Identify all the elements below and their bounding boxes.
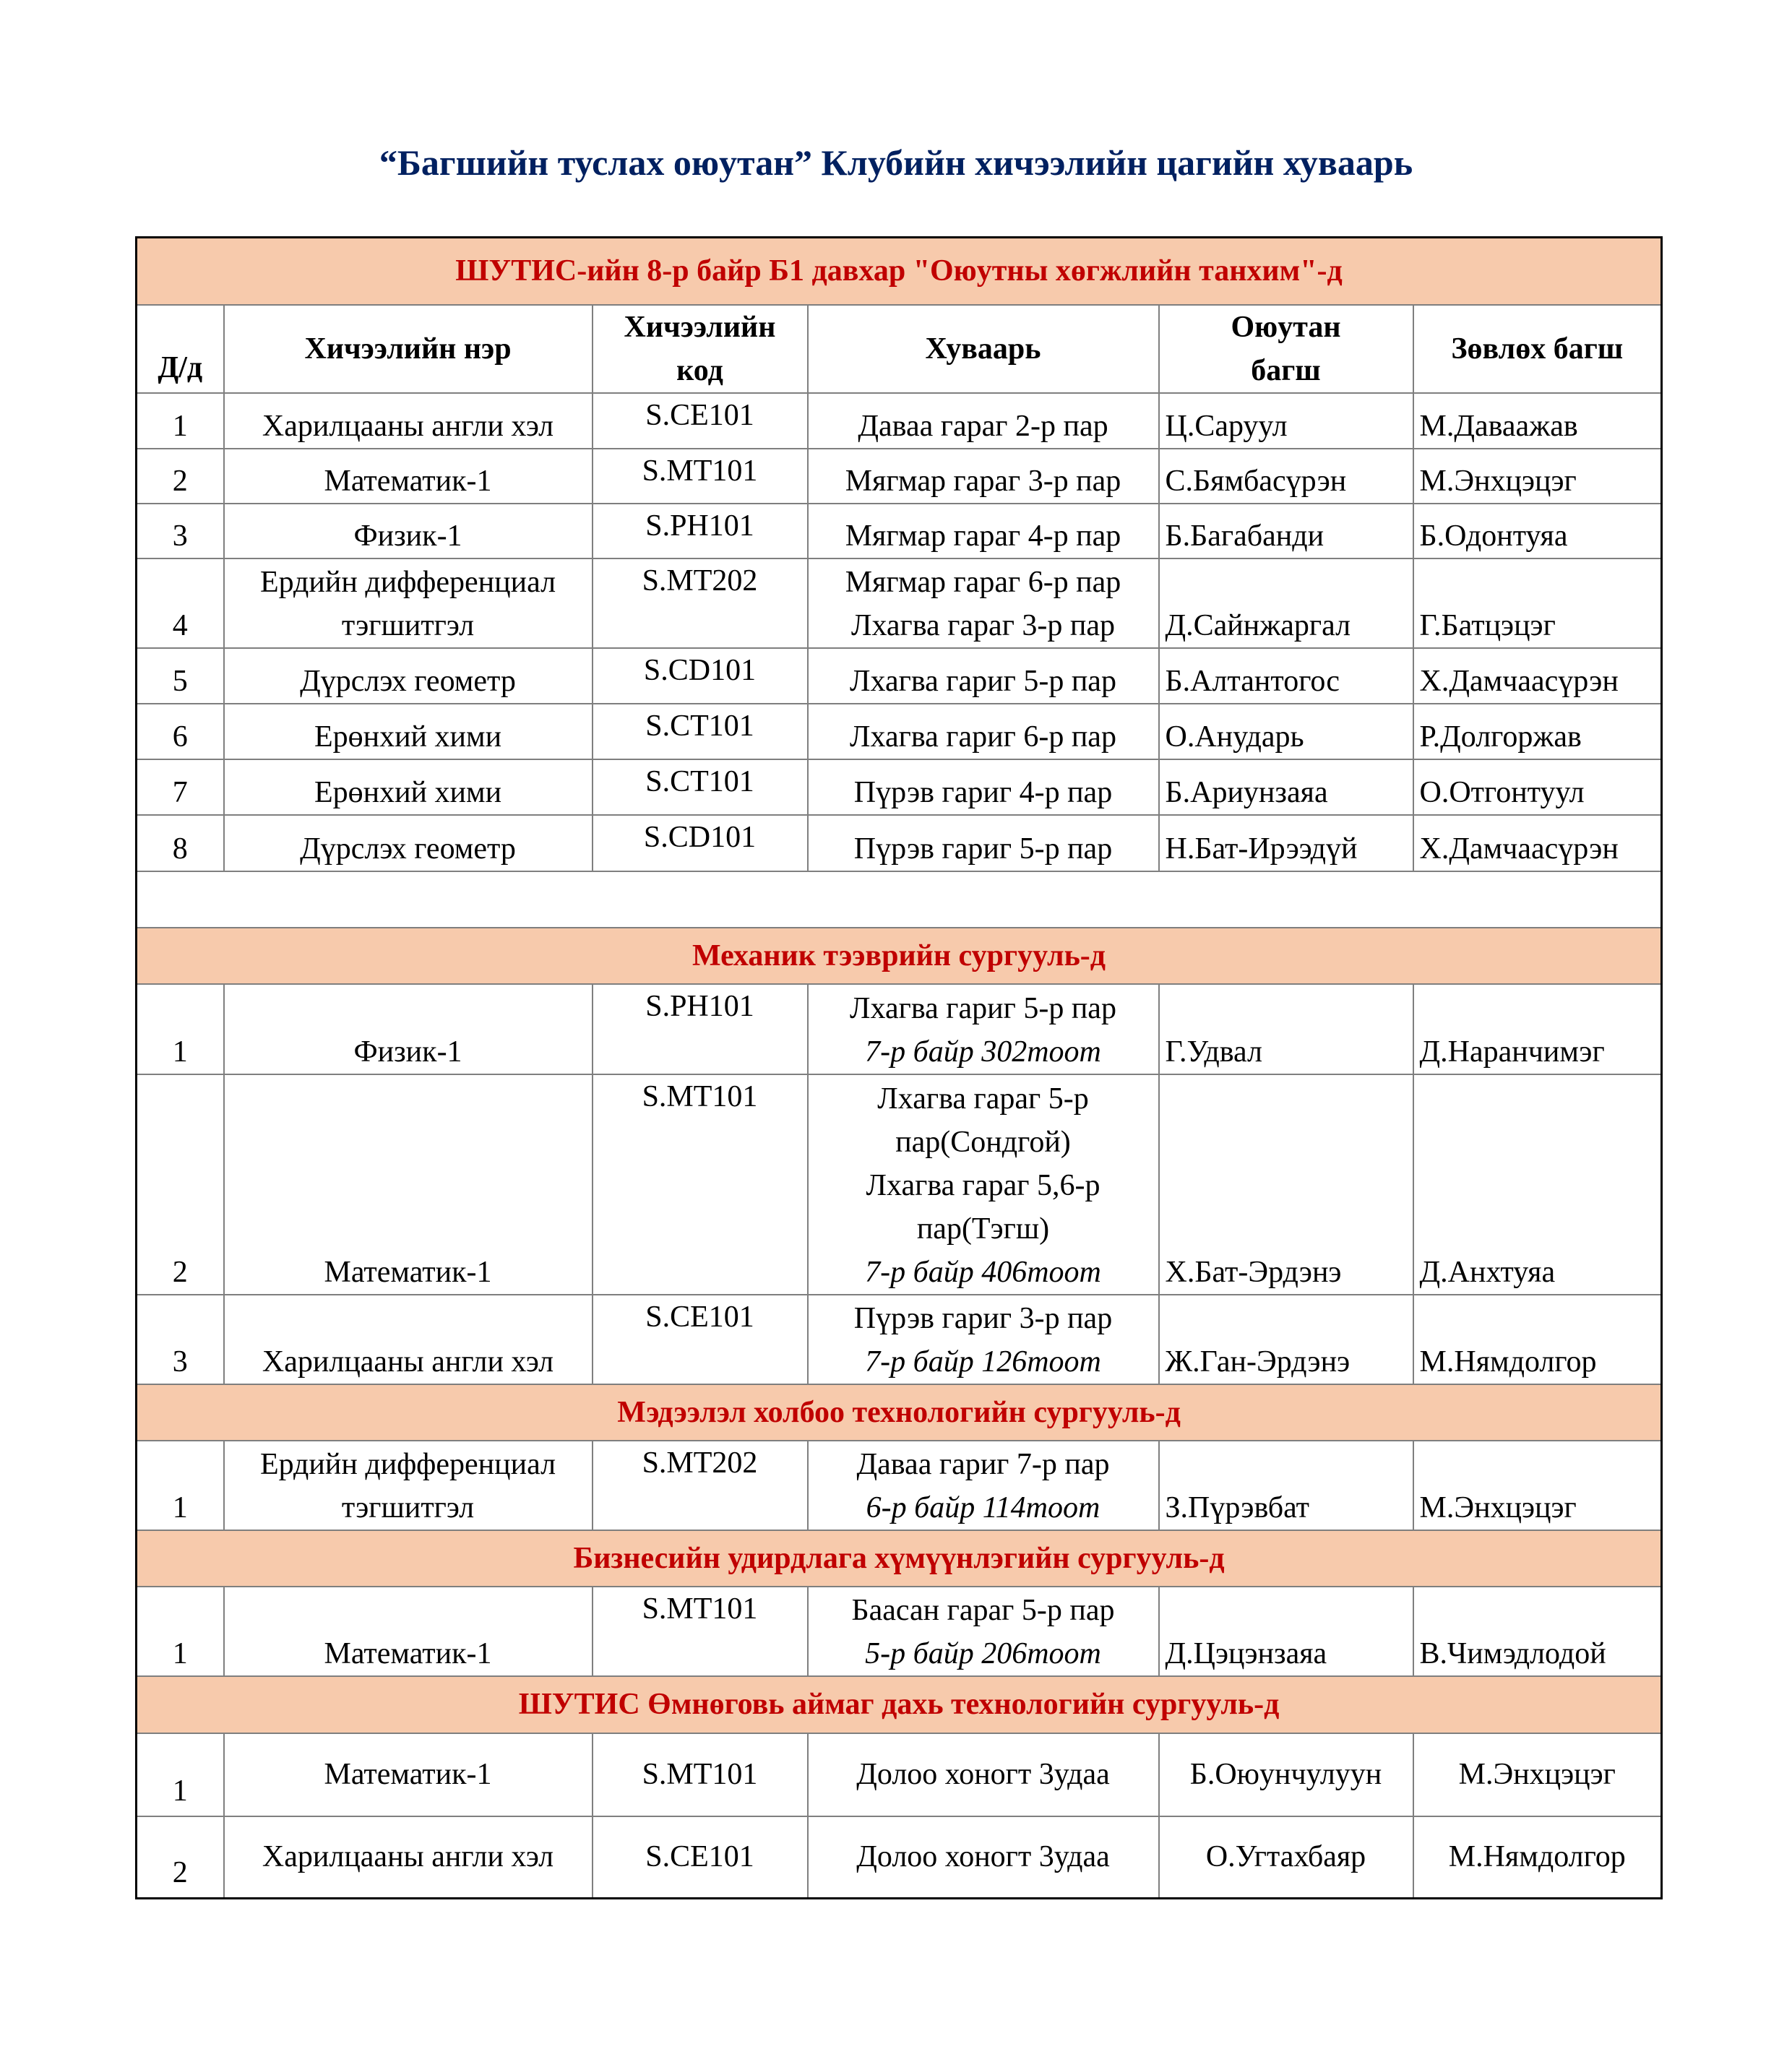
course-name: [224, 1074, 593, 1295]
room-location: 7-р байр 406тоот: [865, 1255, 1101, 1289]
row-number: 6: [137, 704, 224, 759]
schedule-cell: [808, 648, 1159, 704]
section-header-row: [137, 1676, 1662, 1733]
schedule-line: Баасан гараг 5-р пар: [851, 1593, 1115, 1627]
table-row: [137, 1587, 1662, 1676]
student-teacher: Ц.Саруул: [1159, 393, 1413, 449]
spacer-cell: [137, 871, 1662, 928]
header-code-line1: Хичээлийн: [624, 310, 776, 344]
schedule-cell: [808, 1816, 1159, 1899]
row-number: 1: [137, 1441, 224, 1530]
course-name-line: Дүрслэх геометр: [300, 664, 516, 698]
table-row: [137, 504, 1662, 558]
course-name: [224, 1733, 593, 1816]
course-name-line: тэгшитгэл: [341, 608, 475, 642]
room-location: 6-р байр 114тоот: [866, 1491, 1100, 1524]
section-header-row: [137, 238, 1662, 305]
table-row: [137, 1295, 1662, 1384]
row-number: 2: [137, 1816, 224, 1899]
schedule-line: Мягмар гараг 3-р пар: [845, 464, 1121, 498]
table-row: [137, 1074, 1662, 1295]
course-code: S.MT101: [593, 1587, 808, 1676]
schedule-line: Лхагва гариг 5-р пар: [850, 664, 1116, 698]
student-teacher: О.Анударь: [1159, 704, 1413, 759]
table-row: [137, 648, 1662, 704]
course-name-line: Математик-1: [324, 1255, 492, 1289]
course-code: S.CD101: [593, 648, 808, 704]
course-name-line: Харилцааны англи хэл: [262, 1345, 554, 1379]
section-header-row: [137, 928, 1662, 984]
row-number: 1: [137, 1587, 224, 1676]
course-name-line: Ердийн дифференциал: [259, 565, 556, 599]
student-teacher: Н.Бат-Ирээдүй: [1159, 815, 1413, 871]
row-number: 3: [137, 504, 224, 558]
advisor-teacher: М.Даваажав: [1413, 393, 1662, 449]
course-name-line: Харилцааны англи хэл: [262, 1840, 554, 1874]
course-name: [224, 648, 593, 704]
section-header-row: [137, 1384, 1662, 1441]
course-code: S.CT101: [593, 704, 808, 759]
schedule-line: Пүрэв гариг 3-р пар: [853, 1301, 1113, 1335]
schedule-cell: [808, 1074, 1159, 1295]
course-code: S.CD101: [593, 815, 808, 871]
course-name-line: Математик-1: [324, 1758, 492, 1791]
spacer-row: [137, 871, 1662, 928]
column-header-row: [137, 305, 1662, 393]
student-teacher: Б.Багабанди: [1159, 504, 1413, 558]
course-name: [224, 815, 593, 871]
section-title: Мэдээлэл холбоо технологийн сургууль-д: [137, 1384, 1662, 1441]
schedule-cell: [808, 815, 1159, 871]
section-title: ШУТИС Өмнөговь аймаг дахь технологийн сургууль-д: [137, 1676, 1662, 1733]
schedule-line: Мягмар гараг 6-р пар: [845, 565, 1121, 599]
schedule-line: Долоо хоногт 3удаа: [856, 1758, 1110, 1791]
room-location: 5-р байр 206тоот: [865, 1636, 1101, 1670]
course-code: S.CT101: [593, 759, 808, 815]
schedule-cell: [808, 984, 1159, 1074]
schedule-line: Лхагва гараг 3-р пар: [850, 608, 1116, 642]
student-teacher: С.Бямбасүрэн: [1159, 449, 1413, 504]
advisor-teacher: М.Нямдолгор: [1413, 1816, 1662, 1899]
advisor-teacher: Д.Наранчимэг: [1413, 984, 1662, 1074]
student-teacher: Б.Оюунчулуун: [1159, 1733, 1413, 1816]
advisor-teacher: Р.Долгоржав: [1413, 704, 1662, 759]
table-row: [137, 1441, 1662, 1530]
schedule-line: Лхагва гараг 5,6-р: [866, 1168, 1100, 1202]
course-name: [224, 984, 593, 1074]
schedule-line: Лхагва гариг 5-р пар: [850, 991, 1116, 1025]
course-name: [224, 759, 593, 815]
course-code: S.CE101: [593, 1816, 808, 1899]
course-name: [224, 1587, 593, 1676]
schedule-cell: [808, 1733, 1159, 1816]
row-number: 4: [137, 558, 224, 648]
advisor-teacher: М.Нямдолгор: [1413, 1295, 1662, 1384]
course-code: S.CE101: [593, 1295, 808, 1384]
schedule-line: Даваа гариг 7-р пар: [856, 1447, 1110, 1481]
table-row: [137, 1816, 1662, 1899]
course-name-line: Математик-1: [324, 1636, 492, 1670]
course-name: [224, 504, 593, 558]
schedule-line: Пүрэв гариг 4-р пар: [853, 775, 1113, 809]
advisor-teacher: Б.Одонтуяа: [1413, 504, 1662, 558]
header-num: Д/д: [137, 305, 224, 393]
table-row: [137, 704, 1662, 759]
schedule-cell: [808, 1587, 1159, 1676]
header-code: [593, 305, 808, 393]
course-code: S.MT101: [593, 449, 808, 504]
header-student: [1159, 305, 1413, 393]
row-number: 1: [137, 984, 224, 1074]
row-number: 2: [137, 449, 224, 504]
schedule-line: Даваа гараг 2-р пар: [858, 409, 1108, 443]
schedule-line: Лхагва гараг 5-р: [877, 1082, 1089, 1116]
section-title: ШУТИС-ийн 8-р байр Б1 давхар "Оюутны хөгжлийн танхим"-д: [137, 238, 1662, 305]
schedule-cell: [808, 558, 1159, 648]
schedule-cell: [808, 449, 1159, 504]
header-name: Хичээлийн нэр: [224, 305, 593, 393]
table-row: [137, 449, 1662, 504]
course-name-line: Дүрслэх геометр: [300, 832, 516, 866]
student-teacher: Д.Цэцэнзаяа: [1159, 1587, 1413, 1676]
advisor-teacher: М.Энхцэцэг: [1413, 449, 1662, 504]
student-teacher: З.Пүрэвбат: [1159, 1441, 1413, 1530]
course-name-line: тэгшитгэл: [341, 1491, 475, 1524]
schedule-line: пар(Сондгой): [895, 1125, 1071, 1159]
advisor-teacher: Г.Батцэцэг: [1413, 558, 1662, 648]
course-name-line: Физик-1: [353, 519, 462, 553]
page-title: “Багшийн туслах оюутан” Клубийн хичээлийн цагийн хуваарь: [379, 142, 1413, 183]
advisor-teacher: Д.Анхтуяа: [1413, 1074, 1662, 1295]
course-code: S.CE101: [593, 393, 808, 449]
course-code: S.MT202: [593, 1441, 808, 1530]
course-name: [224, 449, 593, 504]
course-name: [224, 704, 593, 759]
header-schedule: Хуваарь: [808, 305, 1159, 393]
table-row: [137, 759, 1662, 815]
schedule-cell: [808, 393, 1159, 449]
schedule-line: Лхагва гариг 6-р пар: [850, 720, 1116, 754]
advisor-teacher: М.Энхцэцэг: [1413, 1441, 1662, 1530]
table-row: [137, 1733, 1662, 1816]
course-name-line: Харилцааны англи хэл: [262, 409, 554, 443]
schedule-cell: [808, 504, 1159, 558]
schedule-cell: [808, 759, 1159, 815]
schedule-line: Долоо хоногт 3удаа: [856, 1840, 1110, 1874]
schedule-line: пар(Тэгш): [916, 1212, 1050, 1246]
advisor-teacher: О.Отгонтуул: [1413, 759, 1662, 815]
header-student-line1: Оюутан: [1231, 310, 1341, 344]
course-name-line: Физик-1: [353, 1035, 462, 1069]
advisor-teacher: Х.Дамчаасүрэн: [1413, 648, 1662, 704]
course-name: [224, 1295, 593, 1384]
schedule-table: [135, 236, 1663, 1899]
row-number: 2: [137, 1074, 224, 1295]
course-name-line: Ердийн дифференциал: [259, 1447, 556, 1481]
section-title: Бизнесийн удирдлага хүмүүнлэгийн сургууль-д: [137, 1530, 1662, 1587]
course-code: S.PH101: [593, 984, 808, 1074]
row-number: 1: [137, 393, 224, 449]
student-teacher: Х.Бат-Эрдэнэ: [1159, 1074, 1413, 1295]
student-teacher: Г.Удвал: [1159, 984, 1413, 1074]
student-teacher: Д.Сайнжаргал: [1159, 558, 1413, 648]
schedule-line: Мягмар гараг 4-р пар: [845, 519, 1121, 553]
row-number: 5: [137, 648, 224, 704]
schedule-cell: [808, 1441, 1159, 1530]
course-name-line: Ерөнхий хими: [314, 775, 502, 809]
section-title: Механик тээврийн сургууль-д: [137, 928, 1662, 984]
course-name-line: Ерөнхий хими: [314, 720, 502, 754]
row-number: 3: [137, 1295, 224, 1384]
header-code-line2: код: [676, 353, 723, 387]
course-code: S.MT202: [593, 558, 808, 648]
advisor-teacher: М.Энхцэцэг: [1413, 1733, 1662, 1816]
student-teacher: Б.Ариунзаяа: [1159, 759, 1413, 815]
room-location: 7-р байр 302тоот: [865, 1035, 1101, 1069]
course-name: [224, 1441, 593, 1530]
row-number: 1: [137, 1733, 224, 1816]
schedule-line: Пүрэв гариг 5-р пар: [853, 832, 1113, 866]
section-header-row: [137, 1530, 1662, 1587]
header-advisor: Зөвлөх багш: [1413, 305, 1662, 393]
advisor-teacher: В.Чимэдлодой: [1413, 1587, 1662, 1676]
table-row: [137, 393, 1662, 449]
header-student-line2: багш: [1251, 353, 1321, 387]
student-teacher: Ж.Ган-Эрдэнэ: [1159, 1295, 1413, 1384]
student-teacher: Б.Алтантогос: [1159, 648, 1413, 704]
schedule-cell: [808, 1295, 1159, 1384]
course-code: S.PH101: [593, 504, 808, 558]
table-row: [137, 558, 1662, 648]
table-row: [137, 815, 1662, 871]
row-number: 7: [137, 759, 224, 815]
course-code: S.MT101: [593, 1074, 808, 1295]
course-name: [224, 1816, 593, 1899]
course-name-line: Математик-1: [324, 464, 492, 498]
course-name: [224, 558, 593, 648]
student-teacher: О.Угтахбаяр: [1159, 1816, 1413, 1899]
schedule-cell: [808, 704, 1159, 759]
advisor-teacher: Х.Дамчаасүрэн: [1413, 815, 1662, 871]
room-location: 7-р байр 126тоот: [865, 1345, 1101, 1379]
table-row: [137, 984, 1662, 1074]
row-number: 8: [137, 815, 224, 871]
course-name: [224, 393, 593, 449]
course-code: S.MT101: [593, 1733, 808, 1816]
